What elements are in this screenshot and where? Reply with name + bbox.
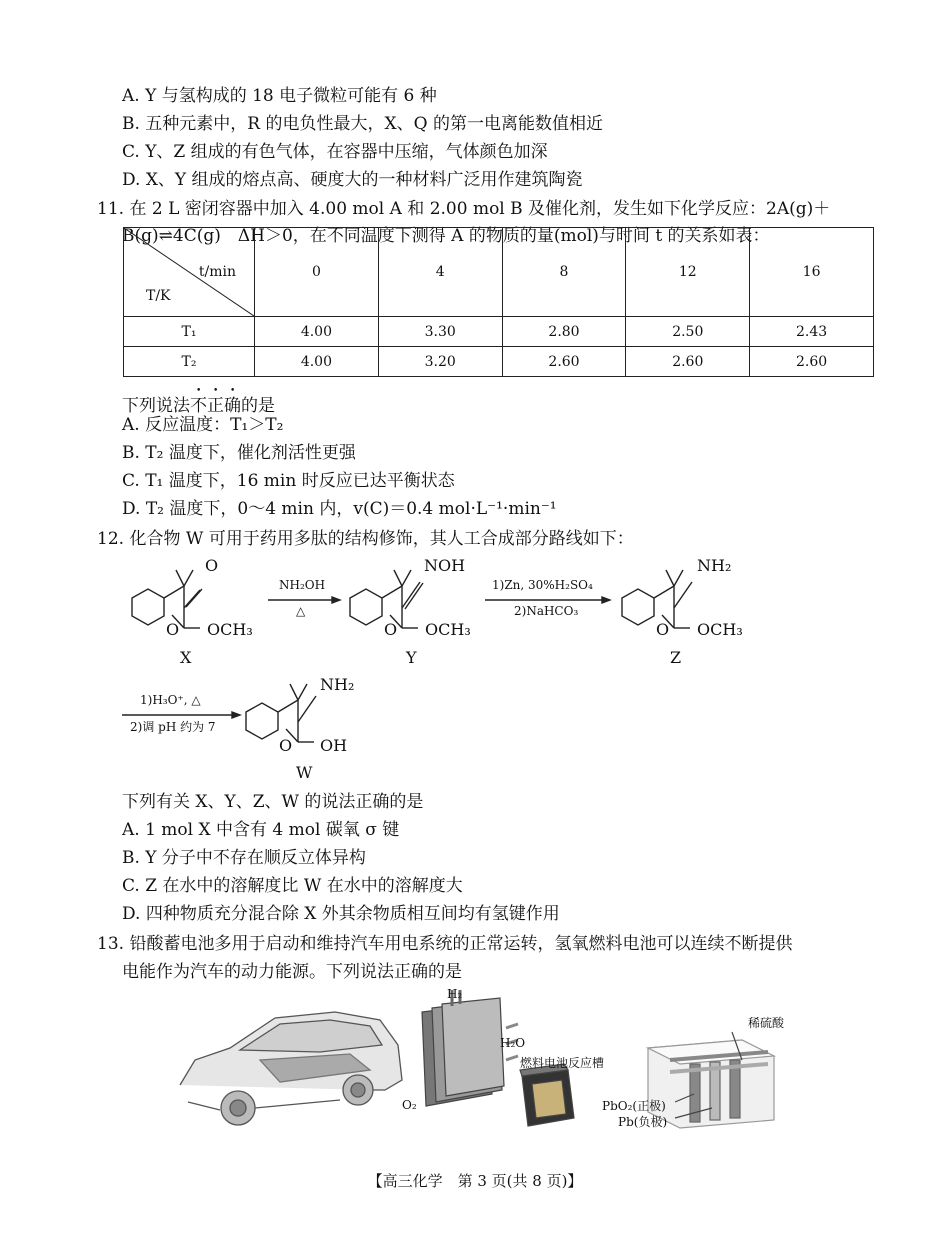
y-ester-o: O	[384, 620, 398, 639]
page-footer: 【高三化学 第 3 页(共 8 页)】	[367, 1172, 583, 1190]
table-row	[124, 317, 874, 347]
x-och3: OCH₃	[207, 620, 253, 639]
table-cell: 4.00	[255, 347, 379, 377]
fuel-cell-reaction-tank	[520, 1064, 574, 1126]
label-h2: H₂	[447, 987, 463, 1001]
label-w: W	[296, 763, 313, 782]
label-pbo2-positive: PbO₂(正极)	[602, 1099, 666, 1113]
q13-figure	[170, 990, 790, 1140]
table-header-cell: 12	[626, 228, 750, 317]
table-cell: 3.30	[378, 317, 502, 347]
table-header-cell: 0	[255, 228, 379, 317]
q13-stem-line1: 13. 铅酸蓄电池多用于启动和维持汽车用电系统的正常运转，氢氧燃料电池可以连续不断提供	[97, 934, 793, 954]
corner-time-label: t/min	[198, 264, 236, 280]
table-cell: 2.60	[502, 347, 626, 377]
q11-data-table	[123, 227, 874, 377]
q11-option-a: A. 反应温度：T₁＞T₂	[122, 415, 284, 435]
step1-condition: △	[296, 604, 306, 618]
label-dilute-sulfuric-acid: 稀硫酸	[748, 1016, 785, 1030]
w-nh2: NH₂	[320, 675, 355, 694]
step1-reagent: NH₂OH	[279, 578, 326, 592]
y-noh: NOH	[424, 556, 466, 575]
q12-synthesis-scheme	[0, 550, 950, 790]
table-cell: 2.50	[626, 317, 750, 347]
corner-temp-label: T/K	[146, 288, 171, 304]
label-y: Y	[406, 648, 417, 667]
label-o2: O₂	[402, 1098, 417, 1112]
q11-stem-line2: B(g)⇌4C(g) ΔH＞0，在不同温度下测得 A 的物质的量(mol)与时间 t 的关系如表：	[122, 226, 770, 246]
q10-option-d: D. X、Y 组成的熔点高、硬度大的一种材料广泛用作建筑陶瓷	[122, 170, 583, 190]
q12-option-b: B. Y 分子中不存在顺反立体异构	[122, 848, 366, 868]
q11-stem-line1: 11. 在 2 L 密闭容器中加入 4.00 mol A 和 2.00 mol B 及催化剂，发生如下化学反应：2A(g)＋	[97, 199, 831, 219]
q11-question-pre: 下列说法	[122, 396, 190, 416]
table-cell: 2.60	[750, 347, 874, 377]
table-cell: 2.80	[502, 317, 626, 347]
w-oh: OH	[320, 736, 348, 755]
table-corner-cell	[124, 228, 255, 317]
table-cell: 2.60	[626, 347, 750, 377]
table-header-cell: 4	[378, 228, 502, 317]
q10-option-b: B. 五种元素中，R 的电负性最大，X、Q 的第一电离能数值相近	[122, 114, 603, 134]
compound-w-structure	[246, 684, 316, 742]
table-cell: 2.43	[750, 317, 874, 347]
label-reaction-tank: 燃料电池反应槽	[520, 1056, 605, 1070]
step3-condition: 2)调 pH 约为 7	[130, 720, 216, 734]
step2-condition: 2)NaHCO₃	[514, 604, 579, 618]
step2-reagent: 1)Zn, 30%H₂SO₄	[492, 578, 593, 592]
label-z: Z	[670, 648, 682, 667]
table-header-row	[124, 228, 874, 317]
row-label: T₁	[124, 317, 255, 347]
q11-question-post: 的是	[241, 396, 275, 416]
q12-option-c: C. Z 在水中的溶解度比 W 在水中的溶解度大	[122, 876, 463, 896]
q13-stem-line2: 电能作为汽车的动力能源。下列说法正确的是	[122, 962, 462, 982]
q12-option-d: D. 四种物质充分混合除 X 外其余物质相互间均有氢键作用	[122, 904, 560, 924]
q11-option-b: B. T₂ 温度下，催化剂活性更强	[122, 443, 356, 463]
label-pb-negative: Pb(负极)	[618, 1115, 668, 1129]
q12-question: 下列有关 X、Y、Z、W 的说法正确的是	[122, 792, 424, 812]
step3-reagent: 1)H₃O⁺, △	[140, 693, 201, 707]
z-nh2: NH₂	[697, 556, 732, 575]
car-illustration	[180, 1012, 402, 1125]
table-row	[124, 347, 874, 377]
row-label: T₂	[124, 347, 255, 377]
q10-option-c: C. Y、Z 组成的有色气体，在容器中压缩，气体颜色加深	[122, 142, 548, 162]
z-och3: OCH₃	[697, 620, 743, 639]
table-header-cell: 8	[502, 228, 626, 317]
label-x: X	[180, 648, 192, 667]
x-ketone-o: O	[205, 556, 219, 575]
table-header-cell: 16	[750, 228, 874, 317]
q11-question-emphasis: 不正确	[190, 396, 241, 416]
y-och3: OCH₃	[425, 620, 471, 639]
z-ester-o: O	[656, 620, 670, 639]
table-cell: 4.00	[255, 317, 379, 347]
label-h2o: H₂O	[500, 1036, 526, 1050]
q11-option-d: D. T₂ 温度下，0～4 min 内，v(C)＝0.4 mol·L⁻¹·min⁻¹	[122, 499, 557, 519]
q12-stem: 12. 化合物 W 可用于药用多肽的结构修饰，其人工合成部分路线如下：	[97, 529, 634, 549]
table-cell: 3.20	[378, 347, 502, 377]
w-acid-o: O	[279, 736, 293, 755]
q11-option-c: C. T₁ 温度下，16 min 时反应已达平衡状态	[122, 471, 455, 491]
q10-option-a: A. Y 与氢构成的 18 电子微粒可能有 6 种	[122, 86, 437, 106]
x-ester-o: O	[166, 620, 180, 639]
q12-option-a: A. 1 mol X 中含有 4 mol 碳氧 σ 键	[122, 820, 400, 840]
